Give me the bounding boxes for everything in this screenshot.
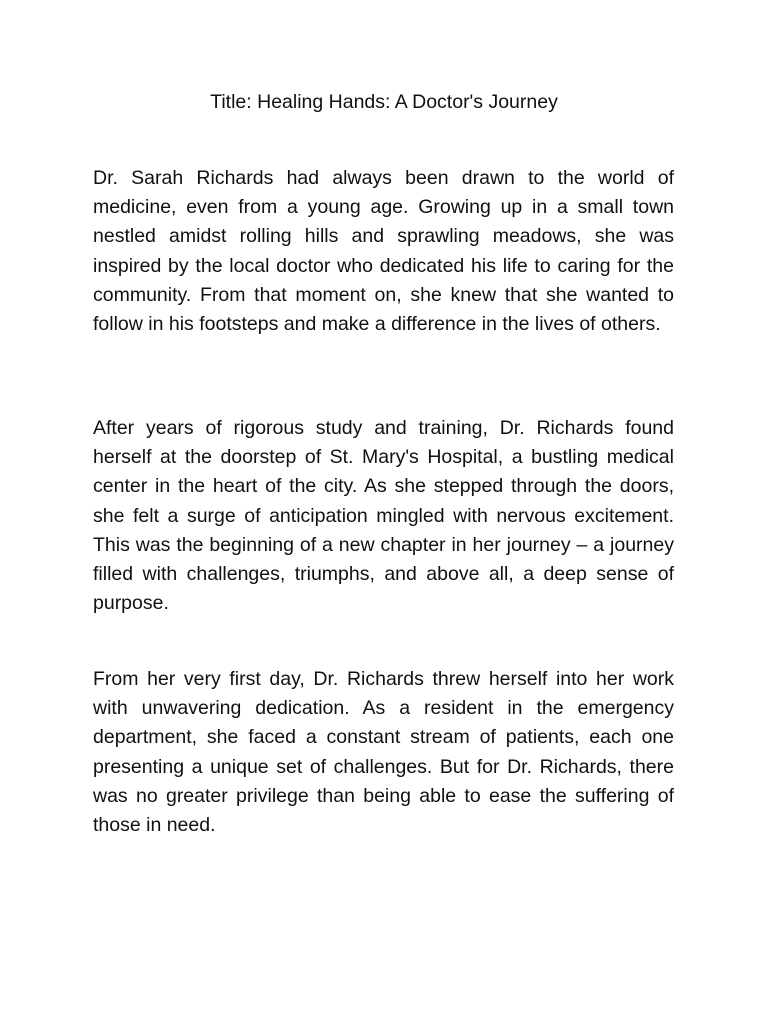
document-title: Title: Healing Hands: A Doctor's Journey — [210, 91, 558, 113]
paragraph-2: After years of rigorous study and training, Dr. Richards found herself at the doorstep of St. Mary's Hospital, a bustling medical center in the heart of the city. As she stepped through the doors, she felt a surge of anticipation mingled with nervous excitement. This was the beginning of a new chapter in her journey – a journey filled with challenges, triumphs, and above all, a deep sense of purpose. — [93, 417, 674, 615]
paragraph-1: Dr. Sarah Richards had always been drawn to the world of medicine, even from a young age. Growing up in a small town nestled amidst rolling hills and sprawling meadows, she was inspired by the local doctor who dedicated his life to caring for the community. From that moment on, she knew that she wanted to follow in his footsteps and make a difference in the lives of others. — [93, 167, 674, 336]
paragraph-3: From her very first day, Dr. Richards threw herself into her work with unwavering dedication. As a resident in the emergency department, she faced a constant stream of patients, each one presenting a unique set of challenges. But for Dr. Richards, there was no greater privilege than being able to ease the suffering of those in need. — [93, 668, 674, 837]
